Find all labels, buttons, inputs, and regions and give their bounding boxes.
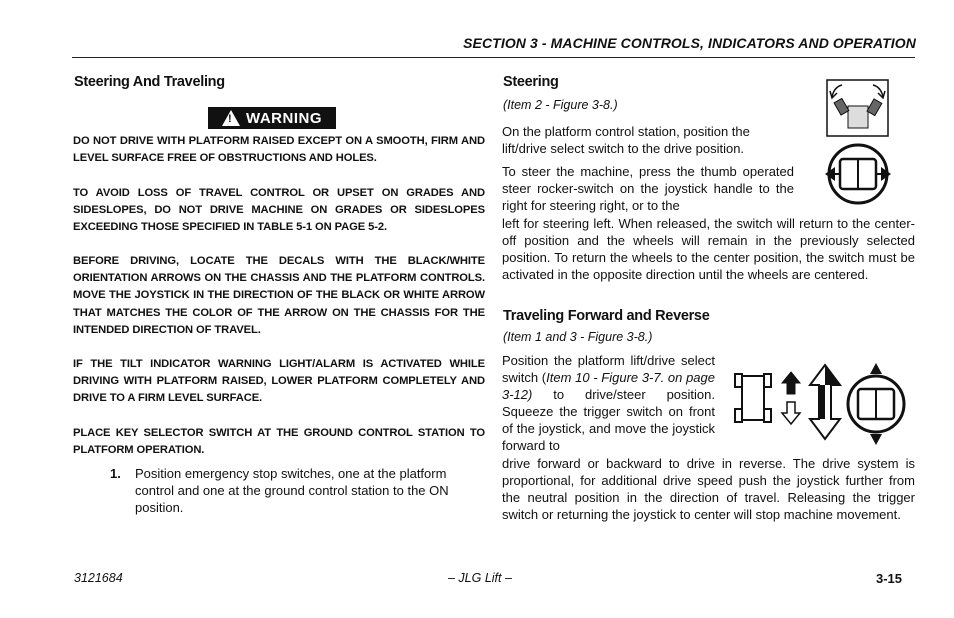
steering-paragraph-1: On the platform control station, position the lift/drive select switch to the drive position.	[502, 124, 750, 156]
warning-badge	[208, 107, 336, 129]
warning-label: WARNING	[246, 109, 322, 127]
footer-brand: – JLG Lift –	[448, 571, 512, 585]
traveling-inline-ref: Item 10 - Figure 3-7. on page 3-12)	[502, 370, 715, 402]
steering-figure-ref: (Item 2 - Figure 3-8.)	[503, 98, 618, 112]
traveling-paragraph-b: drive forward or backward to drive in reverse. The drive system is proportional, for additional drive speed push the joystick further from the neutral position in the direction of travel. Releasing the trigger switch or returning the joystick to center will stop machine movement.	[502, 456, 915, 522]
warning-text-1: DO NOT DRIVE WITH PLATFORM RAISED EXCEPT ON A SMOOTH, FIRM AND LEVEL SURFACE FREE OF OBSTRUCTIONS AND HOLES.	[73, 135, 485, 165]
heading-steering-and-traveling: Steering And Traveling	[74, 74, 225, 90]
heading-steering: Steering	[503, 74, 559, 90]
joystick-knob-icon	[845, 362, 907, 446]
warning-text-4: IF THE TILT INDICATOR WARNING LIGHT/ALARM IS ACTIVATED WHILE DRIVING WITH PLATFORM RAISED, LOWER PLATFORM COMPLETELY AND DRIVE TO A FIRM LEVEL SURFACE.	[73, 358, 485, 405]
traveling-figure-ref: (Item 1 and 3 - Figure 3-8.)	[503, 330, 653, 344]
doc-number: 3121684	[74, 571, 123, 585]
steering-paragraph-2b: left for steering left. When released, the switch will return to the center-off position and the wheels will remain in the previously selected position. To return the wheels to the center position, the switch must be activated in the opposite direction until the wheels are centered.	[502, 216, 915, 282]
traveling-text-2: to drive/steer position. Squeeze the trigger switch on front of the joystick, and move the joystick forward to	[502, 387, 715, 453]
step-text: Position emergency stop switches, one at the platform control and one at the ground control station to the ON position.	[135, 466, 449, 515]
steer-wheels-icon	[826, 79, 889, 137]
chassis-icon	[733, 370, 773, 426]
page-number: 3-15	[876, 571, 903, 586]
header-divider	[72, 57, 915, 58]
steer-rocker-switch-icon	[823, 143, 893, 205]
traveling-text-1: Position the platform lift/drive select switch (	[502, 353, 715, 385]
warning-triangle-icon: !	[222, 110, 240, 126]
drive-direction-arrows-icon	[780, 370, 802, 426]
step-number: 1.	[110, 466, 121, 481]
joystick-direction-arrow-icon	[808, 363, 842, 441]
section-header: SECTION 3 - MACHINE CONTROLS, INDICATORS AND OPERATION	[463, 35, 916, 51]
steering-paragraph-2a: To steer the machine, press the thumb operated steer rocker-switch on the joystick handle to the right for steering right, or to the	[502, 164, 794, 213]
warning-text-5: PLACE KEY SELECTOR SWITCH AT THE GROUND CONTROL STATION TO PLATFORM OPERATION.	[73, 427, 485, 457]
warning-text-2: TO AVOID LOSS OF TRAVEL CONTROL OR UPSET ON GRADES AND SIDESLOPES, DO NOT DRIVE MACHINE ON GRADES OR SIDESLOPES EXCEEDING THOSE SPECIFIED IN TABLE 5-1 ON PAGE 5-2.	[73, 187, 485, 234]
traveling-paragraph-a	[502, 352, 715, 454]
heading-traveling: Traveling Forward and Reverse	[503, 308, 710, 324]
warning-text-3: BEFORE DRIVING, LOCATE THE DECALS WITH THE BLACK/WHITE ORIENTATION ARROWS ON THE CHASSIS AND THE PLATFORM CONTROLS. MOVE THE JOYSTICK IN THE DIRECTION OF THE BLACK OR WHITE ARROW THAT MATCHES THE COLOR OF THE ARROW ON THE CHASSIS FOR THE INTENDED DIRECTION OF TRAVEL.	[73, 255, 485, 336]
